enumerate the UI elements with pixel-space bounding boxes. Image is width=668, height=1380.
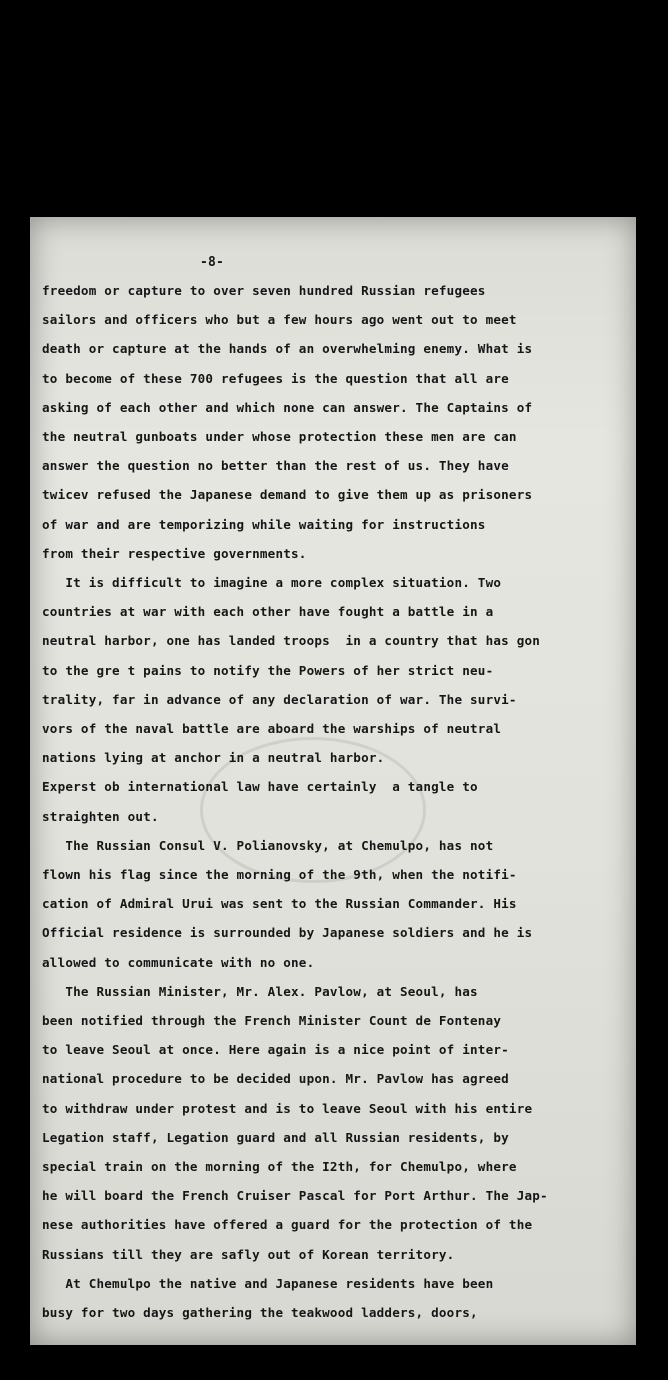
text-line: vors of the naval battle are aboard the warships of neutral bbox=[42, 721, 502, 736]
text-line: national procedure to be decided upon. Mr. Pavlow has agreed bbox=[42, 1071, 509, 1087]
text-line: Official residence is surrounded by Japanese soldiers and he is bbox=[42, 925, 533, 941]
text-line: special train on the morning of the I2th, for Chemulpo, where bbox=[42, 1159, 517, 1174]
text-line: the neutral gunboats under whose protection these men are can bbox=[42, 429, 517, 444]
text-line: At Chemulpo the native and Japanese residents have been bbox=[42, 1275, 494, 1291]
text-line: freedom or capture to over seven hundred Russian refugees bbox=[42, 283, 486, 298]
text-line: Legation staff, Legation guard and all Russian residents, by bbox=[42, 1129, 509, 1145]
text-line: The Russian Consul V. Polianovsky, at Chemulpo, has not bbox=[42, 837, 494, 853]
text-line: trality, far in advance of any declaration of war. The survi- bbox=[42, 691, 517, 707]
text-line: straighten out. bbox=[42, 808, 159, 824]
text-line: It is difficult to imagine a more complex situation. Two bbox=[42, 575, 502, 590]
text-line: answer the question no better than the rest of us. They have bbox=[42, 458, 509, 474]
text-line: to become of these 700 refugees is the question that all are bbox=[42, 370, 509, 386]
text-line: cation of Admiral Urui was sent to the Russian Commander. His bbox=[42, 896, 517, 912]
text-line: Experst ob international law have certainly a tangle to bbox=[42, 779, 478, 795]
text-line: flown his flag since the morning of the 9th, when the notifi- bbox=[42, 867, 517, 882]
text-line: he will board the French Cruiser Pascal for Port Arthur. The Jap- bbox=[42, 1188, 548, 1204]
text-line: to leave Seoul at once. Here again is a nice point of inter- bbox=[42, 1042, 509, 1058]
text-line: countries at war with each other have fought a battle in a bbox=[42, 604, 494, 620]
text-line: nations lying at anchor in a neutral harbor. bbox=[42, 750, 385, 766]
text-line: asking of each other and which none can answer. The Captains of bbox=[42, 399, 533, 415]
text-line: Russians till they are safly out of Korean territory. bbox=[42, 1246, 455, 1262]
typewritten-page bbox=[30, 217, 636, 1345]
text-line: of war and are temporizing while waiting for instructions bbox=[42, 516, 486, 532]
text-line: from their respective governments. bbox=[42, 545, 307, 561]
text-line: nese authorities have offered a guard for the protection of the bbox=[42, 1217, 533, 1233]
text-line: twicev refused the Japanese demand to give them up as prisoners bbox=[42, 487, 533, 503]
text-line: allowed to communicate with no one. bbox=[42, 954, 315, 970]
text-line: sailors and officers who but a few hours ago went out to meet bbox=[42, 312, 517, 328]
text-line: been notified through the French Minister Count de Fontenay bbox=[42, 1013, 502, 1028]
text-line: The Russian Minister, Mr. Alex. Pavlow, at Seoul, has bbox=[42, 983, 478, 999]
text-line: busy for two days gathering the teakwood ladders, doors, bbox=[42, 1305, 478, 1320]
text-line: to withdraw under protest and is to leave Seoul with his entire bbox=[42, 1100, 533, 1116]
text-line: neutral harbor, one has landed troops in a country that has gon bbox=[42, 633, 541, 649]
text-line: death or capture at the hands of an overwhelming enemy. What is bbox=[42, 341, 533, 357]
text-line: to the gre t pains to notify the Powers of her strict neu- bbox=[42, 662, 494, 678]
page-number: -8- bbox=[200, 255, 225, 270]
